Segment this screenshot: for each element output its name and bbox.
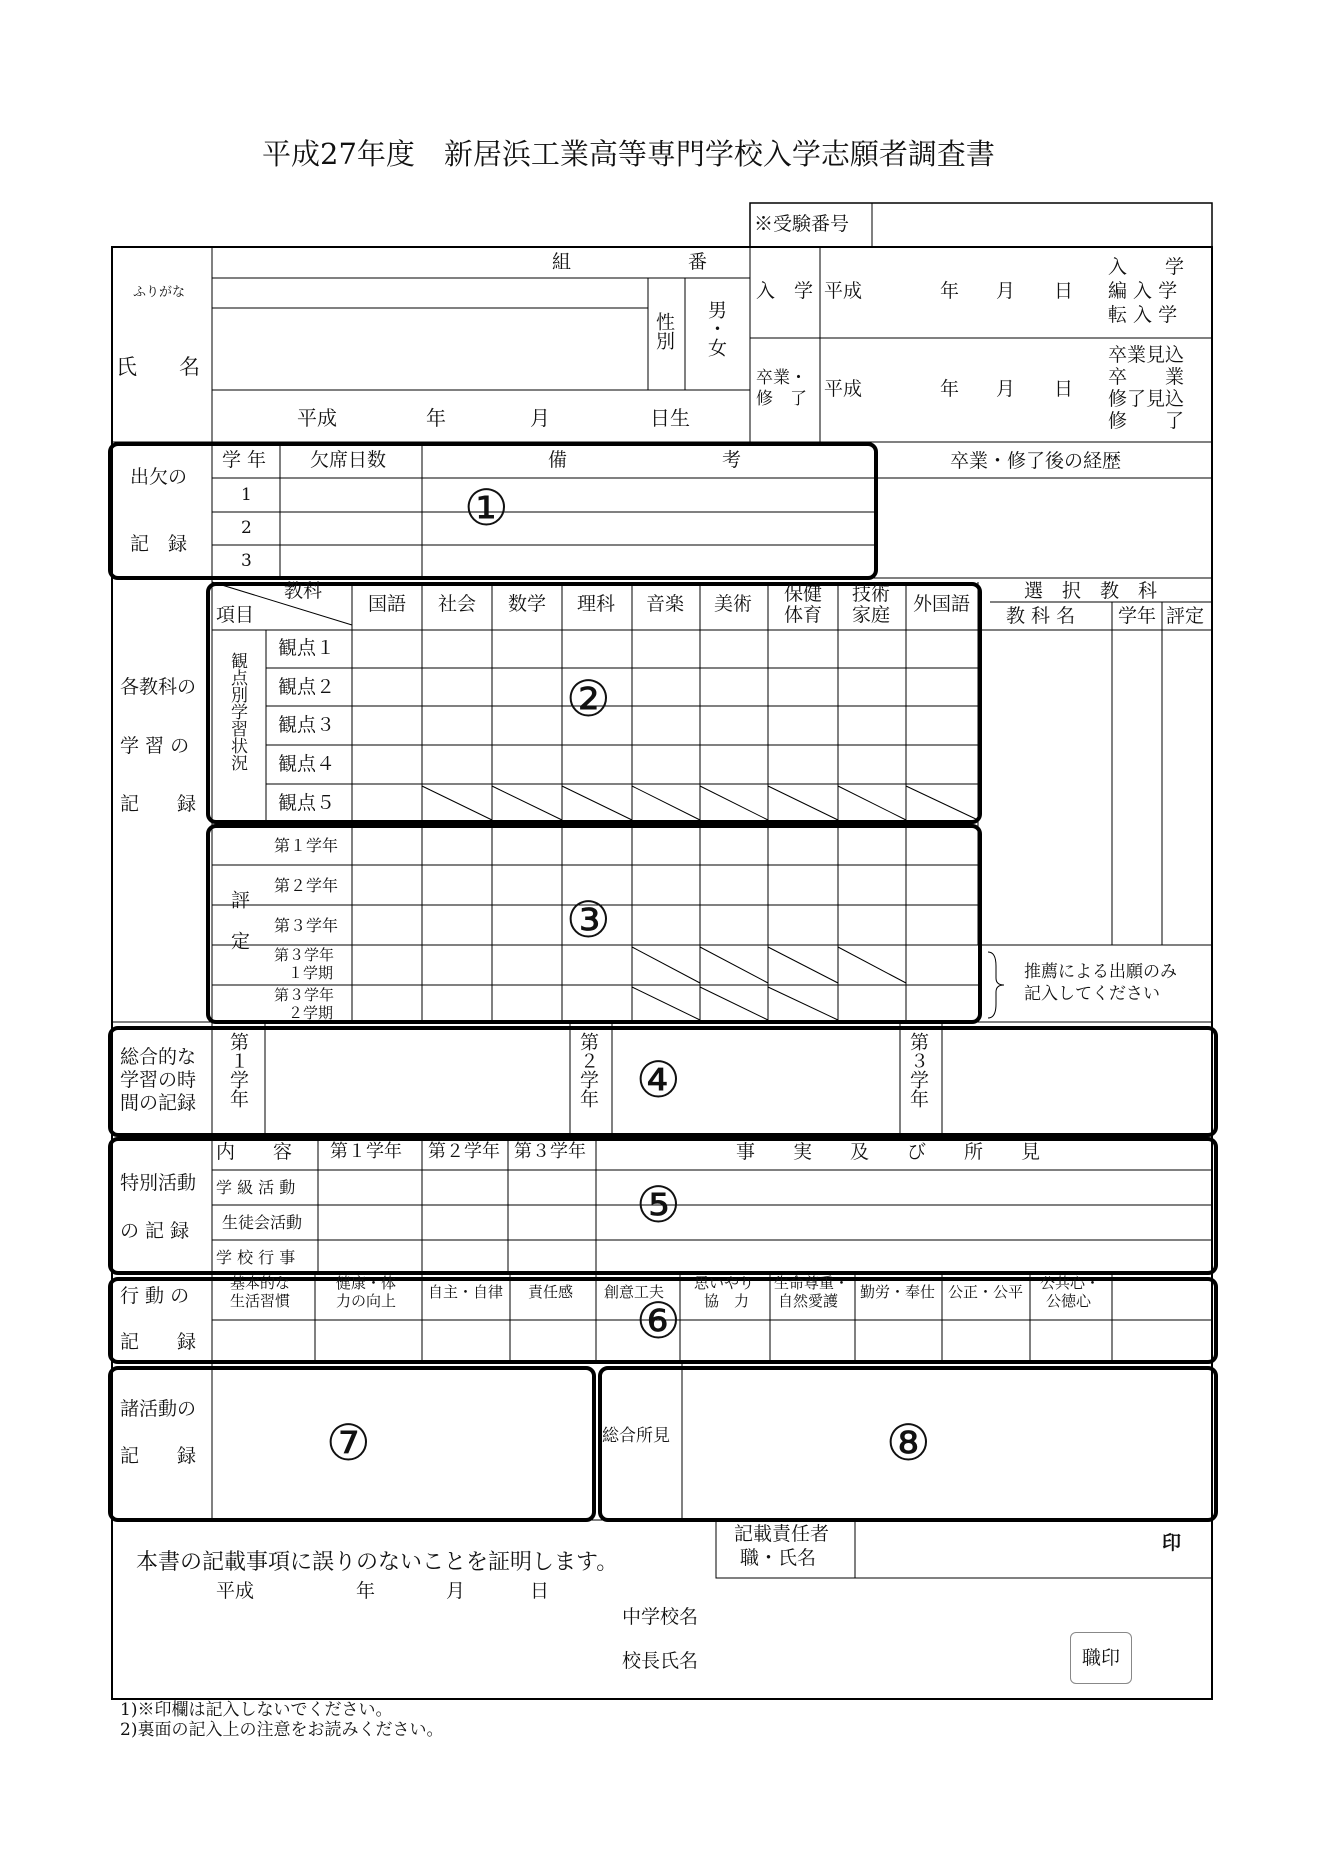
responsible-label-1: 記載責任者 <box>734 1523 830 1545</box>
section-marker-5: ⑤ <box>636 1176 681 1234</box>
behavior-title-1: 行 動 の <box>120 1285 190 1307</box>
birth-year: 年 <box>426 406 446 430</box>
elective-col-year: 学年 <box>1118 605 1157 627</box>
behavior-item-9: 公正・公平 <box>948 1283 1024 1301</box>
rating-label: 評定 <box>228 890 250 972</box>
graduation-type-3[interactable]: 修了見込 <box>1108 388 1185 410</box>
special-col-content: 内 容 <box>216 1141 293 1163</box>
rating-note-1: 推薦による出願のみ <box>1024 962 1177 982</box>
header-item: 項目 <box>216 604 255 626</box>
elective-col-rating: 評定 <box>1166 605 1205 627</box>
admission-label: 入 学 <box>756 280 814 302</box>
subject-social: 社会 <box>438 593 477 615</box>
behavior-item-1a: 基本的な <box>230 1274 291 1292</box>
furigana-label: ふりがな <box>133 285 186 300</box>
special-title-1: 特別活動 <box>120 1172 197 1194</box>
viewpoint-3: 観点３ <box>278 714 336 736</box>
header-subject: 教科 <box>284 580 323 602</box>
graduation-type-1[interactable]: 卒業見込 <box>1108 344 1185 366</box>
class-label: 組 <box>552 251 572 273</box>
section-marker-8: ⑧ <box>886 1414 931 1472</box>
viewpoint-5: 観点５ <box>278 792 336 814</box>
subject-science: 理科 <box>577 593 616 615</box>
special-row-class: 学 級 活 動 <box>216 1178 296 1197</box>
integrated-year-1: 第１学年 <box>227 1032 249 1108</box>
viewpoint-2: 観点２ <box>278 676 336 698</box>
special-col-year-2: 第２学年 <box>428 1141 500 1162</box>
note-1: 1)※印欄は記入しないでください。 <box>120 1700 393 1720</box>
sex-options[interactable]: 男・女 <box>705 300 727 357</box>
behavior-title-2: 記 録 <box>120 1331 197 1353</box>
behavior-item-1b: 生活習慣 <box>230 1292 291 1310</box>
after-graduation-label: 卒業・修了後の経歴 <box>950 450 1122 472</box>
admission-type-1[interactable]: 入 学 <box>1108 256 1185 278</box>
behavior-item-6b: 協 力 <box>704 1292 750 1310</box>
section-marker-1: ① <box>464 479 509 537</box>
integrated-title-1: 総合的な <box>120 1046 197 1068</box>
rating-row-4b: １学期 <box>288 964 334 982</box>
graduation-label-1: 卒業・ <box>756 368 807 388</box>
subject-tech: 技術家庭 <box>852 583 891 626</box>
integrated-year-3: 第３学年 <box>907 1032 929 1108</box>
exam-number-field[interactable] <box>872 203 1212 247</box>
behavior-item-10b: 公徳心 <box>1046 1292 1092 1310</box>
section-marker-6: ⑥ <box>636 1292 681 1350</box>
integrated-year-2: 第２学年 <box>577 1032 599 1108</box>
special-col-facts: 事 実 及 び 所 見 <box>736 1141 1041 1163</box>
admission-year: 年 <box>940 280 960 302</box>
subject-art: 美術 <box>714 593 753 615</box>
section-marker-2: ② <box>566 670 611 728</box>
activities-title-2: 記 録 <box>120 1445 197 1467</box>
graduation-label-2: 修 了 <box>756 389 807 409</box>
special-title-2: の 記 録 <box>120 1220 190 1242</box>
integrated-field-3[interactable] <box>942 1026 1208 1131</box>
activities-field[interactable] <box>212 1366 592 1516</box>
rating-note-2: 記入してください <box>1024 984 1160 1004</box>
certify-era: 平成 <box>216 1580 255 1602</box>
name-field[interactable] <box>212 308 648 390</box>
attendance-title-2: 記 録 <box>130 533 188 555</box>
number-label: 番 <box>688 251 708 273</box>
behavior-item-2a: 健康・体 <box>336 1274 397 1292</box>
subject-english: 外国語 <box>913 593 971 615</box>
page-title: 平成27年度 新居浜工業高等専門学校入学志願者調査書 <box>262 137 995 171</box>
graduation-year: 年 <box>940 378 960 400</box>
behavior-item-7a: 生命尊重・ <box>774 1274 850 1292</box>
certify-year: 年 <box>356 1580 376 1602</box>
overall-field[interactable] <box>682 1366 1212 1516</box>
exam-number-label: ※受験番号 <box>754 213 850 235</box>
section-marker-3: ③ <box>566 891 611 949</box>
rating-row-3: 第３学年 <box>274 916 339 935</box>
rating-row-5a: 第３学年 <box>274 986 335 1004</box>
graduation-day: 日 <box>1054 378 1074 400</box>
special-col-year-3: 第３学年 <box>514 1141 586 1162</box>
attendance-row-2: 2 <box>241 518 252 538</box>
integrated-field-1[interactable] <box>265 1026 570 1131</box>
attendance-col-year: 学 年 <box>222 449 267 471</box>
subject-japanese: 国語 <box>368 593 407 615</box>
subject-math: 数学 <box>508 593 547 615</box>
behavior-item-4: 責任感 <box>528 1283 574 1301</box>
admission-type-2[interactable]: 編 入 学 <box>1108 280 1178 302</box>
elective-col-subject: 教 科 名 <box>1006 605 1076 627</box>
section-marker-4: ④ <box>636 1051 681 1109</box>
note-2: 2)裏面の記入上の注意をお読みください。 <box>120 1720 444 1740</box>
rating-row-2: 第２学年 <box>274 876 339 895</box>
elective-title: 選 択 教 科 <box>1024 580 1158 602</box>
certify-text: 本書の記載事項に誤りのないことを証明します。 <box>136 1550 619 1575</box>
learning-title-3: 記 録 <box>120 793 197 815</box>
admission-day: 日 <box>1054 280 1074 302</box>
behavior-item-8: 勤労・奉仕 <box>860 1283 936 1301</box>
special-row-events: 学 校 行 事 <box>216 1248 296 1267</box>
special-row-council: 生徒会活動 <box>222 1213 303 1232</box>
overall-title: 総合所見 <box>602 1426 670 1446</box>
birth-era: 平成 <box>297 406 337 430</box>
certify-day: 日 <box>530 1580 550 1602</box>
certify-month: 月 <box>446 1580 466 1602</box>
school-name-label: 中学校名 <box>622 1606 699 1628</box>
rating-row-4a: 第３学年 <box>274 946 335 964</box>
section-marker-7: ⑦ <box>326 1414 371 1472</box>
viewpoint-label: 観点別学習状況 <box>227 652 247 771</box>
subject-music: 音楽 <box>646 593 685 615</box>
responsible-label-2: 職・氏名 <box>740 1547 817 1569</box>
graduation-type-4[interactable]: 修 了 <box>1108 410 1185 432</box>
special-col-year-1: 第１学年 <box>330 1141 402 1162</box>
behavior-item-2b: 力の向上 <box>336 1292 397 1310</box>
sex-label: 性別 <box>653 312 675 350</box>
attendance-col-remark-2: 考 <box>722 449 742 471</box>
name-label: 氏 名 <box>116 355 200 379</box>
rating-row-5b: ２学期 <box>288 1004 334 1022</box>
attendance-row-3: 3 <box>241 551 252 571</box>
behavior-item-3: 自主・自律 <box>428 1283 504 1301</box>
attendance-title-1: 出欠の <box>130 466 188 488</box>
admission-month: 月 <box>996 280 1016 302</box>
attendance-row-1: 1 <box>241 485 252 505</box>
birth-day: 日生 <box>650 406 690 430</box>
admission-type-3[interactable]: 転 入 学 <box>1108 304 1178 326</box>
graduation-era: 平成 <box>824 378 863 400</box>
graduation-type-2[interactable]: 卒 業 <box>1108 366 1185 388</box>
principal-label: 校長氏名 <box>622 1650 699 1672</box>
seal-mark: 印 <box>1162 1532 1182 1554</box>
behavior-item-7b: 自然愛護 <box>778 1292 839 1310</box>
subject-pe: 保健体育 <box>784 583 823 626</box>
viewpoint-4: 観点４ <box>278 753 336 775</box>
attendance-col-remark-1: 備 <box>548 449 568 471</box>
responsible-field[interactable] <box>855 1520 1155 1578</box>
graduation-month: 月 <box>996 378 1016 400</box>
learning-title-2: 学 習 の <box>120 735 190 757</box>
learning-title-1: 各教科の <box>120 676 197 698</box>
viewpoint-1: 観点１ <box>278 637 336 659</box>
birth-month: 月 <box>530 406 550 430</box>
behavior-item-5: 創意工夫 <box>604 1283 665 1301</box>
integrated-title-3: 間の記録 <box>120 1092 197 1114</box>
rating-row-1: 第１学年 <box>274 836 339 855</box>
admission-era: 平成 <box>824 280 863 302</box>
behavior-item-10a: 公共心・ <box>1040 1274 1101 1292</box>
integrated-title-2: 学習の時 <box>120 1069 197 1091</box>
behavior-item-6a: 思いやり <box>694 1274 755 1292</box>
attendance-col-absent: 欠席日数 <box>310 449 387 471</box>
activities-title-1: 諸活動の <box>120 1398 197 1420</box>
official-seal-box: 職印 <box>1070 1632 1132 1684</box>
